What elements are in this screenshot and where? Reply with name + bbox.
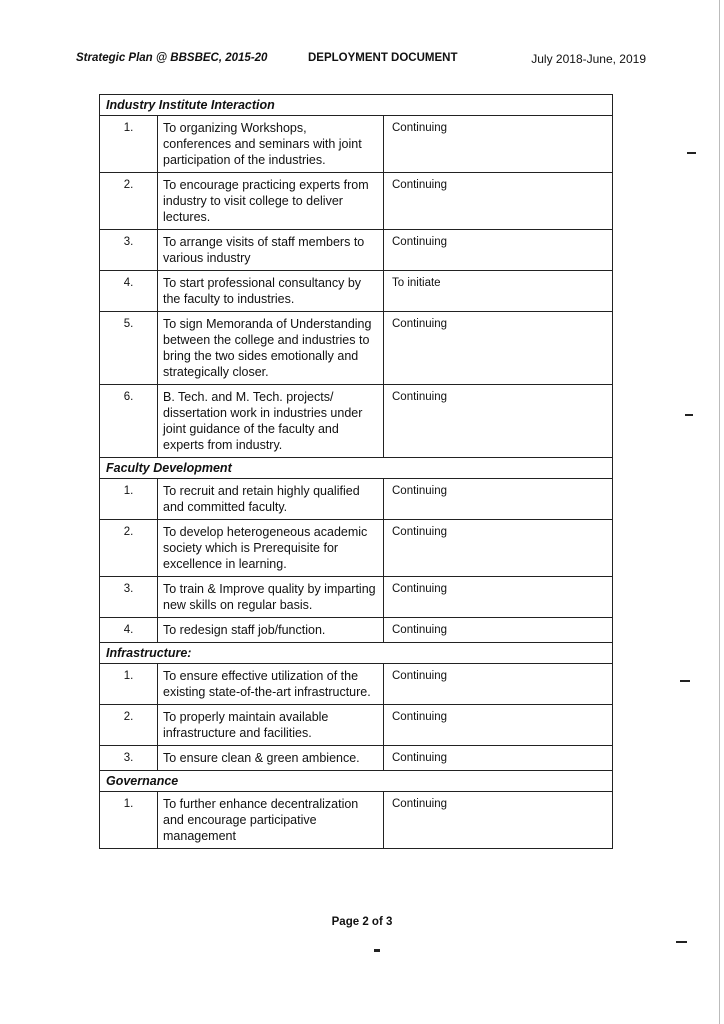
row-number: 2. (100, 520, 158, 577)
row-objective: To recruit and retain highly qualified and committed faculty. (158, 479, 384, 520)
table-row (100, 385, 613, 458)
row-status: Continuing (384, 173, 613, 230)
row-objective: To encourage practicing experts from industry to visit college to deliver lectures. (158, 173, 384, 230)
section-title: Industry Institute Interaction (100, 95, 613, 116)
row-objective: To sign Memoranda of Understanding between the college and industries to bring the two sides emotionally and strategically closer. (158, 312, 384, 385)
row-status: Continuing (384, 705, 613, 746)
row-objective: To train & Improve quality by imparting new skills on regular basis. (158, 577, 384, 618)
row-number: 1. (100, 792, 158, 849)
table-row (100, 230, 613, 271)
row-status: Continuing (384, 385, 613, 458)
table-row (100, 664, 613, 705)
table-row (100, 746, 613, 771)
row-number: 5. (100, 312, 158, 385)
table-row (100, 618, 613, 643)
row-objective: B. Tech. and M. Tech. projects/ dissertation work in industries under joint guidance of the faculty and experts from industry. (158, 385, 384, 458)
table-row (100, 271, 613, 312)
section-title: Governance (100, 771, 613, 792)
row-number: 1. (100, 479, 158, 520)
document-type: DEPLOYMENT DOCUMENT (308, 52, 458, 64)
scan-mark (685, 414, 693, 416)
section-header-row (100, 95, 613, 116)
row-number: 2. (100, 705, 158, 746)
row-number: 1. (100, 116, 158, 173)
row-status: Continuing (384, 577, 613, 618)
table-row (100, 173, 613, 230)
table-row (100, 705, 613, 746)
row-status: Continuing (384, 479, 613, 520)
table-row (100, 577, 613, 618)
row-status: Continuing (384, 664, 613, 705)
row-status: Continuing (384, 312, 613, 385)
row-number: 3. (100, 746, 158, 771)
row-status: Continuing (384, 230, 613, 271)
row-objective: To properly maintain available infrastructure and facilities. (158, 705, 384, 746)
row-number: 4. (100, 618, 158, 643)
scan-mark (676, 941, 687, 943)
scan-mark (687, 152, 696, 154)
row-number: 6. (100, 385, 158, 458)
row-objective: To redesign staff job/function. (158, 618, 384, 643)
scan-mark (719, 0, 720, 1024)
row-number: 4. (100, 271, 158, 312)
row-objective: To further enhance decentralization and encourage participative management (158, 792, 384, 849)
table-row (100, 479, 613, 520)
row-number: 3. (100, 577, 158, 618)
row-number: 3. (100, 230, 158, 271)
deployment-table (99, 94, 613, 849)
document-period: July 2018-June, 2019 (531, 52, 646, 66)
row-objective: To ensure clean & green ambience. (158, 746, 384, 771)
row-objective: To develop heterogeneous academic society which is Prerequisite for excellence in learning. (158, 520, 384, 577)
page-header (76, 52, 646, 70)
row-status: Continuing (384, 520, 613, 577)
row-status: To initiate (384, 271, 613, 312)
table-row (100, 116, 613, 173)
table-row (100, 312, 613, 385)
page-number: Page 2 of 3 (331, 916, 393, 928)
row-objective: To arrange visits of staff members to various industry (158, 230, 384, 271)
row-objective: To organizing Workshops, conferences and seminars with joint participation of the industries. (158, 116, 384, 173)
row-objective: To start professional consultancy by the faculty to industries. (158, 271, 384, 312)
table-row (100, 520, 613, 577)
row-number: 2. (100, 173, 158, 230)
table-row (100, 792, 613, 849)
row-status: Continuing (384, 792, 613, 849)
scan-mark (374, 949, 380, 952)
scan-mark (680, 680, 690, 682)
section-header-row (100, 458, 613, 479)
document-title: Strategic Plan @ BBSBEC, 2015-20 (76, 52, 268, 64)
row-number: 1. (100, 664, 158, 705)
row-objective: To ensure effective utilization of the existing state-of-the-art infrastructure. (158, 664, 384, 705)
section-title: Faculty Development (100, 458, 613, 479)
section-header-row (100, 643, 613, 664)
section-title: Infrastructure: (100, 643, 613, 664)
row-status: Continuing (384, 746, 613, 771)
row-status: Continuing (384, 116, 613, 173)
section-header-row (100, 771, 613, 792)
row-status: Continuing (384, 618, 613, 643)
